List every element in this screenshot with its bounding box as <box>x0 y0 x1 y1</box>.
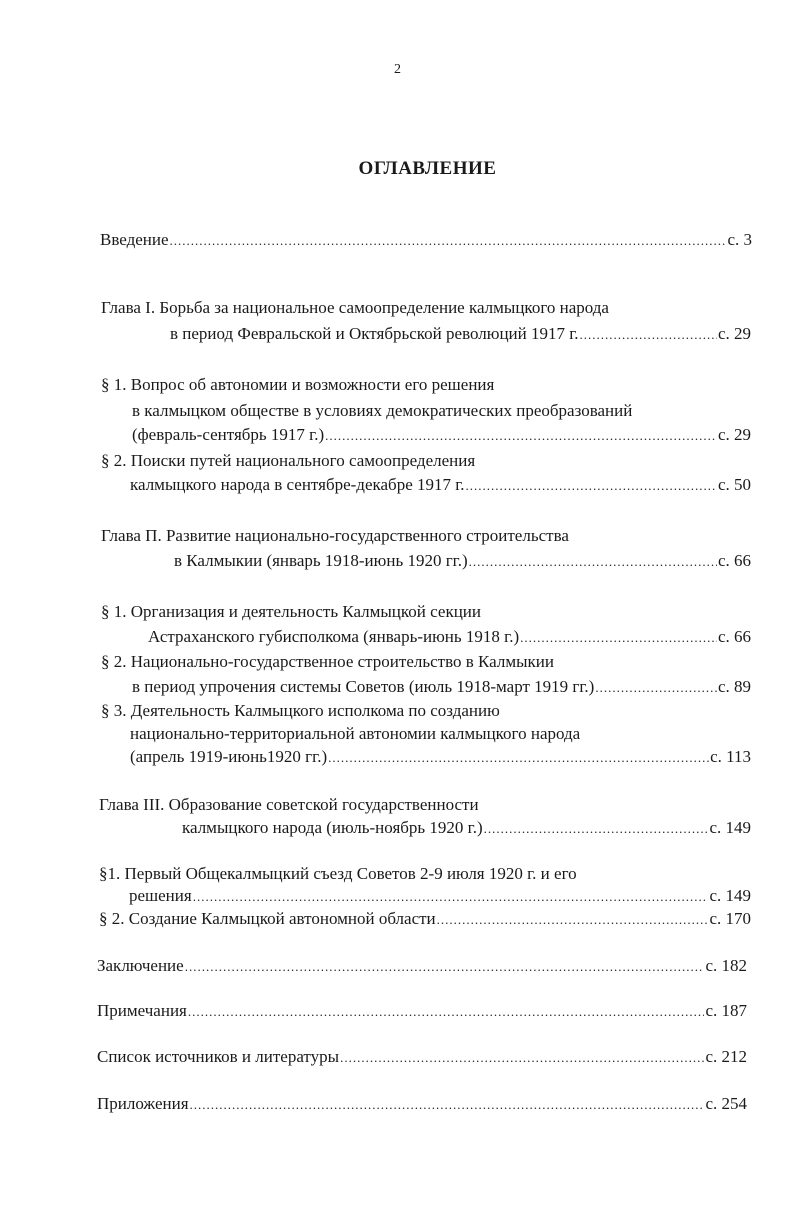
dot-leader <box>325 425 717 447</box>
toc-entry-conclusion[interactable] <box>97 955 747 978</box>
toc-section-2-2[interactable] <box>132 676 751 699</box>
toc-section-2-1-line1[interactable]: § 1. Организация и деятельность Калмыцкой секции <box>101 602 482 621</box>
dot-leader <box>328 747 709 769</box>
toc-entry-appendix[interactable] <box>97 1093 747 1116</box>
toc-page-ref: с. 149 <box>709 886 751 905</box>
toc-page-ref: с. 3 <box>727 230 752 249</box>
dot-leader <box>595 677 717 699</box>
dot-leader <box>484 818 709 840</box>
toc-page-ref: с. 89 <box>717 677 751 696</box>
toc-page-ref: с. 182 <box>705 956 747 975</box>
toc-chapter-2[interactable] <box>174 550 751 573</box>
toc-chapter-1[interactable] <box>170 323 751 346</box>
toc-section-1-2[interactable] <box>130 474 751 497</box>
toc-entry-text: в период Февральской и Октябрьской революций 1917 г. <box>170 324 579 343</box>
toc-chapter-3[interactable] <box>182 817 751 840</box>
toc-section-1-1[interactable] <box>132 424 751 447</box>
toc-entry-text: в Калмыкии (январь 1918-июнь 1920 гг.) <box>174 551 468 570</box>
toc-entry-text: Приложения <box>97 1094 189 1113</box>
toc-section-1-1-line1[interactable]: § 1. Вопрос об автономии и возможности его решения <box>101 375 495 394</box>
toc-chapter-2-line1[interactable]: Глава П. Развитие национально-государственного строительства <box>101 526 569 545</box>
toc-page-ref: с. 29 <box>717 425 751 444</box>
toc-section-3-1-line1[interactable]: §1. Первый Общекалмыцкий съезд Советов 2-9 июля 1920 г. и его <box>99 864 577 883</box>
dot-leader <box>469 551 717 573</box>
toc-page-ref: с. 113 <box>710 747 751 766</box>
toc-entry-text: Заключение <box>97 956 184 975</box>
toc-page-ref: с. 66 <box>717 627 751 646</box>
toc-entry-text: в период упрочения системы Советов (июль 1918-март 1919 гг.) <box>132 677 595 696</box>
toc-section-2-3-line1[interactable]: § 3. Деятельность Калмыцкого исполкома по созданию <box>101 701 500 720</box>
toc-section-2-2-line1[interactable]: § 2. Национально-государственное строительство в Калмыкии <box>101 652 554 671</box>
toc-section-3-1[interactable] <box>129 885 751 908</box>
dot-leader <box>193 886 709 908</box>
toc-entry-text: решения <box>129 886 192 905</box>
toc-entry-text: (февраль-сентябрь 1917 г.) <box>132 425 325 444</box>
toc-page-ref: с. 149 <box>709 818 751 837</box>
toc-page-ref: с. 50 <box>717 475 751 494</box>
dot-leader <box>580 324 717 346</box>
toc-page-ref: с. 170 <box>709 909 751 928</box>
toc-entry-text: калмыцкого народа в сентябре-декабре 1917 г. <box>130 475 465 494</box>
toc-page-ref: с. 29 <box>717 324 751 343</box>
page-title: ОГЛАВЛЕНИЕ <box>358 158 497 179</box>
toc-entry-text: Астраханского губисполкома (январь-июнь 1918 г.) <box>148 627 520 646</box>
dot-leader <box>437 909 709 931</box>
toc-entry-text: калмыцкого народа (июль-ноябрь 1920 г.) <box>182 818 483 837</box>
toc-section-3-2[interactable] <box>99 908 751 931</box>
page-number: 2 <box>394 62 401 77</box>
dot-leader <box>520 627 717 649</box>
dot-leader <box>466 475 717 497</box>
toc-entry-text: Введение <box>100 230 169 249</box>
toc-page-ref: с. 212 <box>705 1047 747 1066</box>
toc-section-2-3-line2[interactable]: национально-территориальной автономии калмыцкого народа <box>130 724 581 743</box>
dot-leader <box>185 956 705 978</box>
toc-entry-notes[interactable] <box>97 1000 747 1023</box>
toc-entry-intro[interactable] <box>100 229 752 252</box>
toc-page-ref: с. 187 <box>705 1001 747 1020</box>
toc-chapter-1-line1[interactable]: Глава I. Борьба за национальное самоопределение калмыцкого народа <box>101 298 609 317</box>
toc-section-2-1[interactable] <box>148 626 751 649</box>
toc-page-ref: с. 254 <box>705 1094 747 1113</box>
dot-leader <box>190 1094 705 1116</box>
toc-section-2-3[interactable] <box>130 746 751 769</box>
dot-leader <box>340 1047 704 1069</box>
toc-entry-text: Примечания <box>97 1001 187 1020</box>
toc-chapter-3-line1[interactable]: Глава III. Образование советской государственности <box>99 795 479 814</box>
toc-entry-text: (апрель 1919-июнь1920 гг.) <box>130 747 328 766</box>
toc-entry-text: § 2. Создание Калмыцкой автономной области <box>99 909 436 928</box>
dot-leader <box>188 1001 705 1023</box>
toc-section-1-1-line2[interactable]: в калмыцком обществе в условиях демократических преобразований <box>132 401 633 420</box>
toc-page-ref: с. 66 <box>717 551 751 570</box>
toc-entry-sources[interactable] <box>97 1046 747 1069</box>
toc-section-1-2-line1[interactable]: § 2. Поиски путей национального самоопределения <box>101 451 476 470</box>
toc-entry-text: Список источников и литературы <box>97 1047 340 1066</box>
dot-leader <box>170 230 727 252</box>
